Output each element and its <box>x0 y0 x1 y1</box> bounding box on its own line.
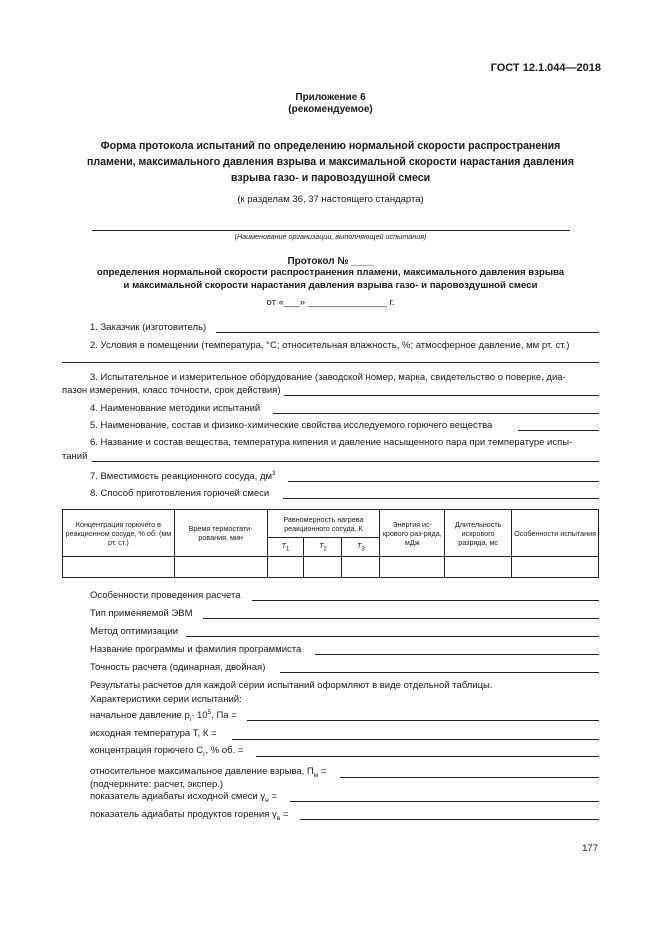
form-title-line-1: Форма протокола испытаний по определению нормальной скорости распространения <box>100 140 561 152</box>
standard-code: ГОСТ 12.1.044—2018 <box>490 62 601 74</box>
computer-type-line[interactable] <box>203 618 599 619</box>
item-3-label-b: пазон измерения, класс точности, срок действия) <box>62 385 281 396</box>
optimization-method-line[interactable] <box>186 636 599 637</box>
protocol-subject <box>60 267 601 292</box>
calc-exper-note: (подчеркните: расчет, экспер.) <box>90 779 224 790</box>
t3-label: T <box>356 540 362 550</box>
initial-adiabatic-sub: н <box>265 796 269 804</box>
item-2-line[interactable] <box>62 362 599 363</box>
col-test-features-header: Особенности испытания <box>512 510 599 557</box>
table-cell[interactable] <box>304 557 342 578</box>
max-pressure-eq: = <box>318 766 327 777</box>
item-3-label-a: 3. Испытательное и измерительное оборудование (заводской номер, марка, свидетельство о поверке, диа- <box>90 372 566 383</box>
max-pressure-label <box>90 766 326 779</box>
results-table <box>62 509 599 578</box>
initial-pressure-unit: , Па = <box>211 710 237 722</box>
t2-label: T <box>319 540 324 550</box>
initial-adiabatic-line[interactable] <box>290 801 599 802</box>
max-pressure-line[interactable] <box>340 777 599 778</box>
organization-caption: (Наименование организации, выполняющей испытания) <box>234 232 427 241</box>
calc-features-line[interactable] <box>252 600 599 601</box>
table-cell[interactable] <box>445 557 512 578</box>
t1-sub: 1 <box>286 545 290 552</box>
fuel-concentration-sub: г <box>203 750 206 758</box>
table-cell[interactable] <box>380 557 445 578</box>
fuel-concentration-line[interactable] <box>256 756 599 757</box>
item-5-label: 5. Наименование, состав и физико-химические свойства исследуемого горючего вещества <box>90 420 493 431</box>
col-spark-duration-header: Длительность искрового разряда, мс <box>445 510 512 557</box>
item-3-line[interactable] <box>284 395 599 396</box>
item-6-label-b: таний <box>62 451 88 462</box>
products-adiabatic-label <box>90 809 288 822</box>
col-t2-header <box>304 538 342 557</box>
protocol-line-2: и максимальной скорости нарастания давления взрыва газо- и паровоздушной смеси <box>123 279 538 291</box>
calc-features-label: Особенности проведения расчета <box>90 590 241 601</box>
table-cell[interactable] <box>512 557 599 578</box>
products-adiabatic-line[interactable] <box>300 819 599 820</box>
protocol-line-1: определения нормальной скорости распространения пламени, максимального давления взрыва <box>96 267 565 278</box>
appendix-title: Приложение 6 <box>295 92 366 103</box>
table-cell[interactable] <box>63 557 175 578</box>
appendix-subtitle: (рекомендуемое) <box>288 104 373 115</box>
initial-pressure-line[interactable] <box>247 720 599 721</box>
optimization-method-label: Метод оптимизации <box>90 626 179 637</box>
products-adiabatic-text: показатель адиабаты продуктов горения γ <box>90 809 277 820</box>
table-cell[interactable] <box>267 557 304 578</box>
fuel-concentration-label <box>90 745 243 758</box>
results-note: Результаты расчетов для каждой серии испытаний оформляют в виде отдельной таблицы. <box>90 680 493 691</box>
max-pressure-sub: м <box>313 771 319 779</box>
item-1-line[interactable] <box>216 332 599 333</box>
item-6-label-a: 6. Название и состав вещества, температура кипения и давление насыщенного пара при температуре испы- <box>90 437 573 448</box>
max-pressure-text: относительное максимальное давление взрыва, П <box>90 766 314 777</box>
col-heating-uniformity-header: Равномерность нагрева реакционного сосуда, К <box>267 510 380 538</box>
series-characteristics-label: Характеристики серии испытаний: <box>90 694 242 705</box>
form-title-line-3: взрыва газо- и паровоздушной смеси <box>230 172 431 184</box>
initial-pressure-sub: i <box>189 716 192 724</box>
page-number: 177 <box>582 843 598 854</box>
item-4-label: 4. Наименование методики испытаний <box>90 403 261 414</box>
item-1-label: 1. Заказчик (изготовитель) <box>90 322 207 333</box>
item-8-line[interactable] <box>283 498 599 499</box>
protocol-title: Протокол № ____ <box>287 256 374 267</box>
item-8-label: 8. Способ приготовления горючей смеси <box>90 488 270 499</box>
initial-pressure-text: начальное давление p <box>90 710 190 722</box>
col-t1-header <box>267 538 304 557</box>
section-reference: (к разделам 36, 37 настоящего стандарта) <box>237 194 424 205</box>
calc-precision-label: Точность расчета (одинарная, двойная) <box>90 662 266 673</box>
organization-line <box>92 230 570 231</box>
initial-pressure-mult: · 10 <box>191 710 208 722</box>
initial-adiabatic-text: показатель адиабаты исходной смеси γ <box>90 791 266 802</box>
table-row <box>63 557 599 578</box>
col-spark-energy-header: Энергия ис-крового раз-ряда, мДж <box>380 510 445 557</box>
form-title <box>60 138 601 186</box>
protocol-date: от «___» _______________ г. <box>266 297 395 308</box>
table-cell[interactable] <box>342 557 380 578</box>
table-cell[interactable] <box>174 557 267 578</box>
initial-pressure-sup: 5 <box>207 709 212 716</box>
item-2-label: 2. Условия в помещении (температура, °С; относительная влажность, %; атмосферное давление, мм рт. ст.) <box>90 340 570 351</box>
calc-precision-line[interactable] <box>280 672 599 673</box>
item-7-label <box>90 471 275 482</box>
t1-label: T <box>281 540 287 550</box>
fuel-concentration-unit: , % об. = <box>205 745 244 756</box>
computer-type-label: Тип применяемой ЭВМ <box>90 608 193 619</box>
initial-adiabatic-label <box>90 791 277 804</box>
program-name-label: Название программы и фамилия программиста <box>90 644 302 655</box>
initial-adiabatic-eq: = <box>268 791 277 802</box>
item-7-text: 7. Вместимость реакционного сосуда, дм <box>90 471 273 483</box>
item-7-line[interactable] <box>288 481 599 482</box>
initial-temperature-line[interactable] <box>232 739 599 740</box>
form-title-line-2: пламени, максимального давления взрыва и максимальной скорости нарастания давления <box>87 156 574 168</box>
item-6-line[interactable] <box>92 461 599 462</box>
item-4-line[interactable] <box>273 413 599 414</box>
col-t3-header <box>342 538 380 557</box>
item-5-line[interactable] <box>518 430 599 431</box>
t2-sub: 2 <box>323 545 327 552</box>
products-adiabatic-eq: = <box>280 809 289 820</box>
initial-temperature-label: исходная температура T, К = <box>90 728 217 739</box>
col-concentration-header: Концентрация горючего в реакционном сосуде, % об. (мм рт. ст.) <box>63 510 175 557</box>
col-thermostat-time-header: Время термостати-рования, мин <box>174 510 267 557</box>
t3-sub: 3 <box>361 545 365 552</box>
item-7-sup: 3 <box>272 471 276 477</box>
program-name-line[interactable] <box>315 654 599 655</box>
fuel-concentration-text: концентрация горючего C <box>90 745 204 756</box>
initial-pressure-label <box>90 709 237 723</box>
products-adiabatic-sub: в <box>276 814 281 822</box>
